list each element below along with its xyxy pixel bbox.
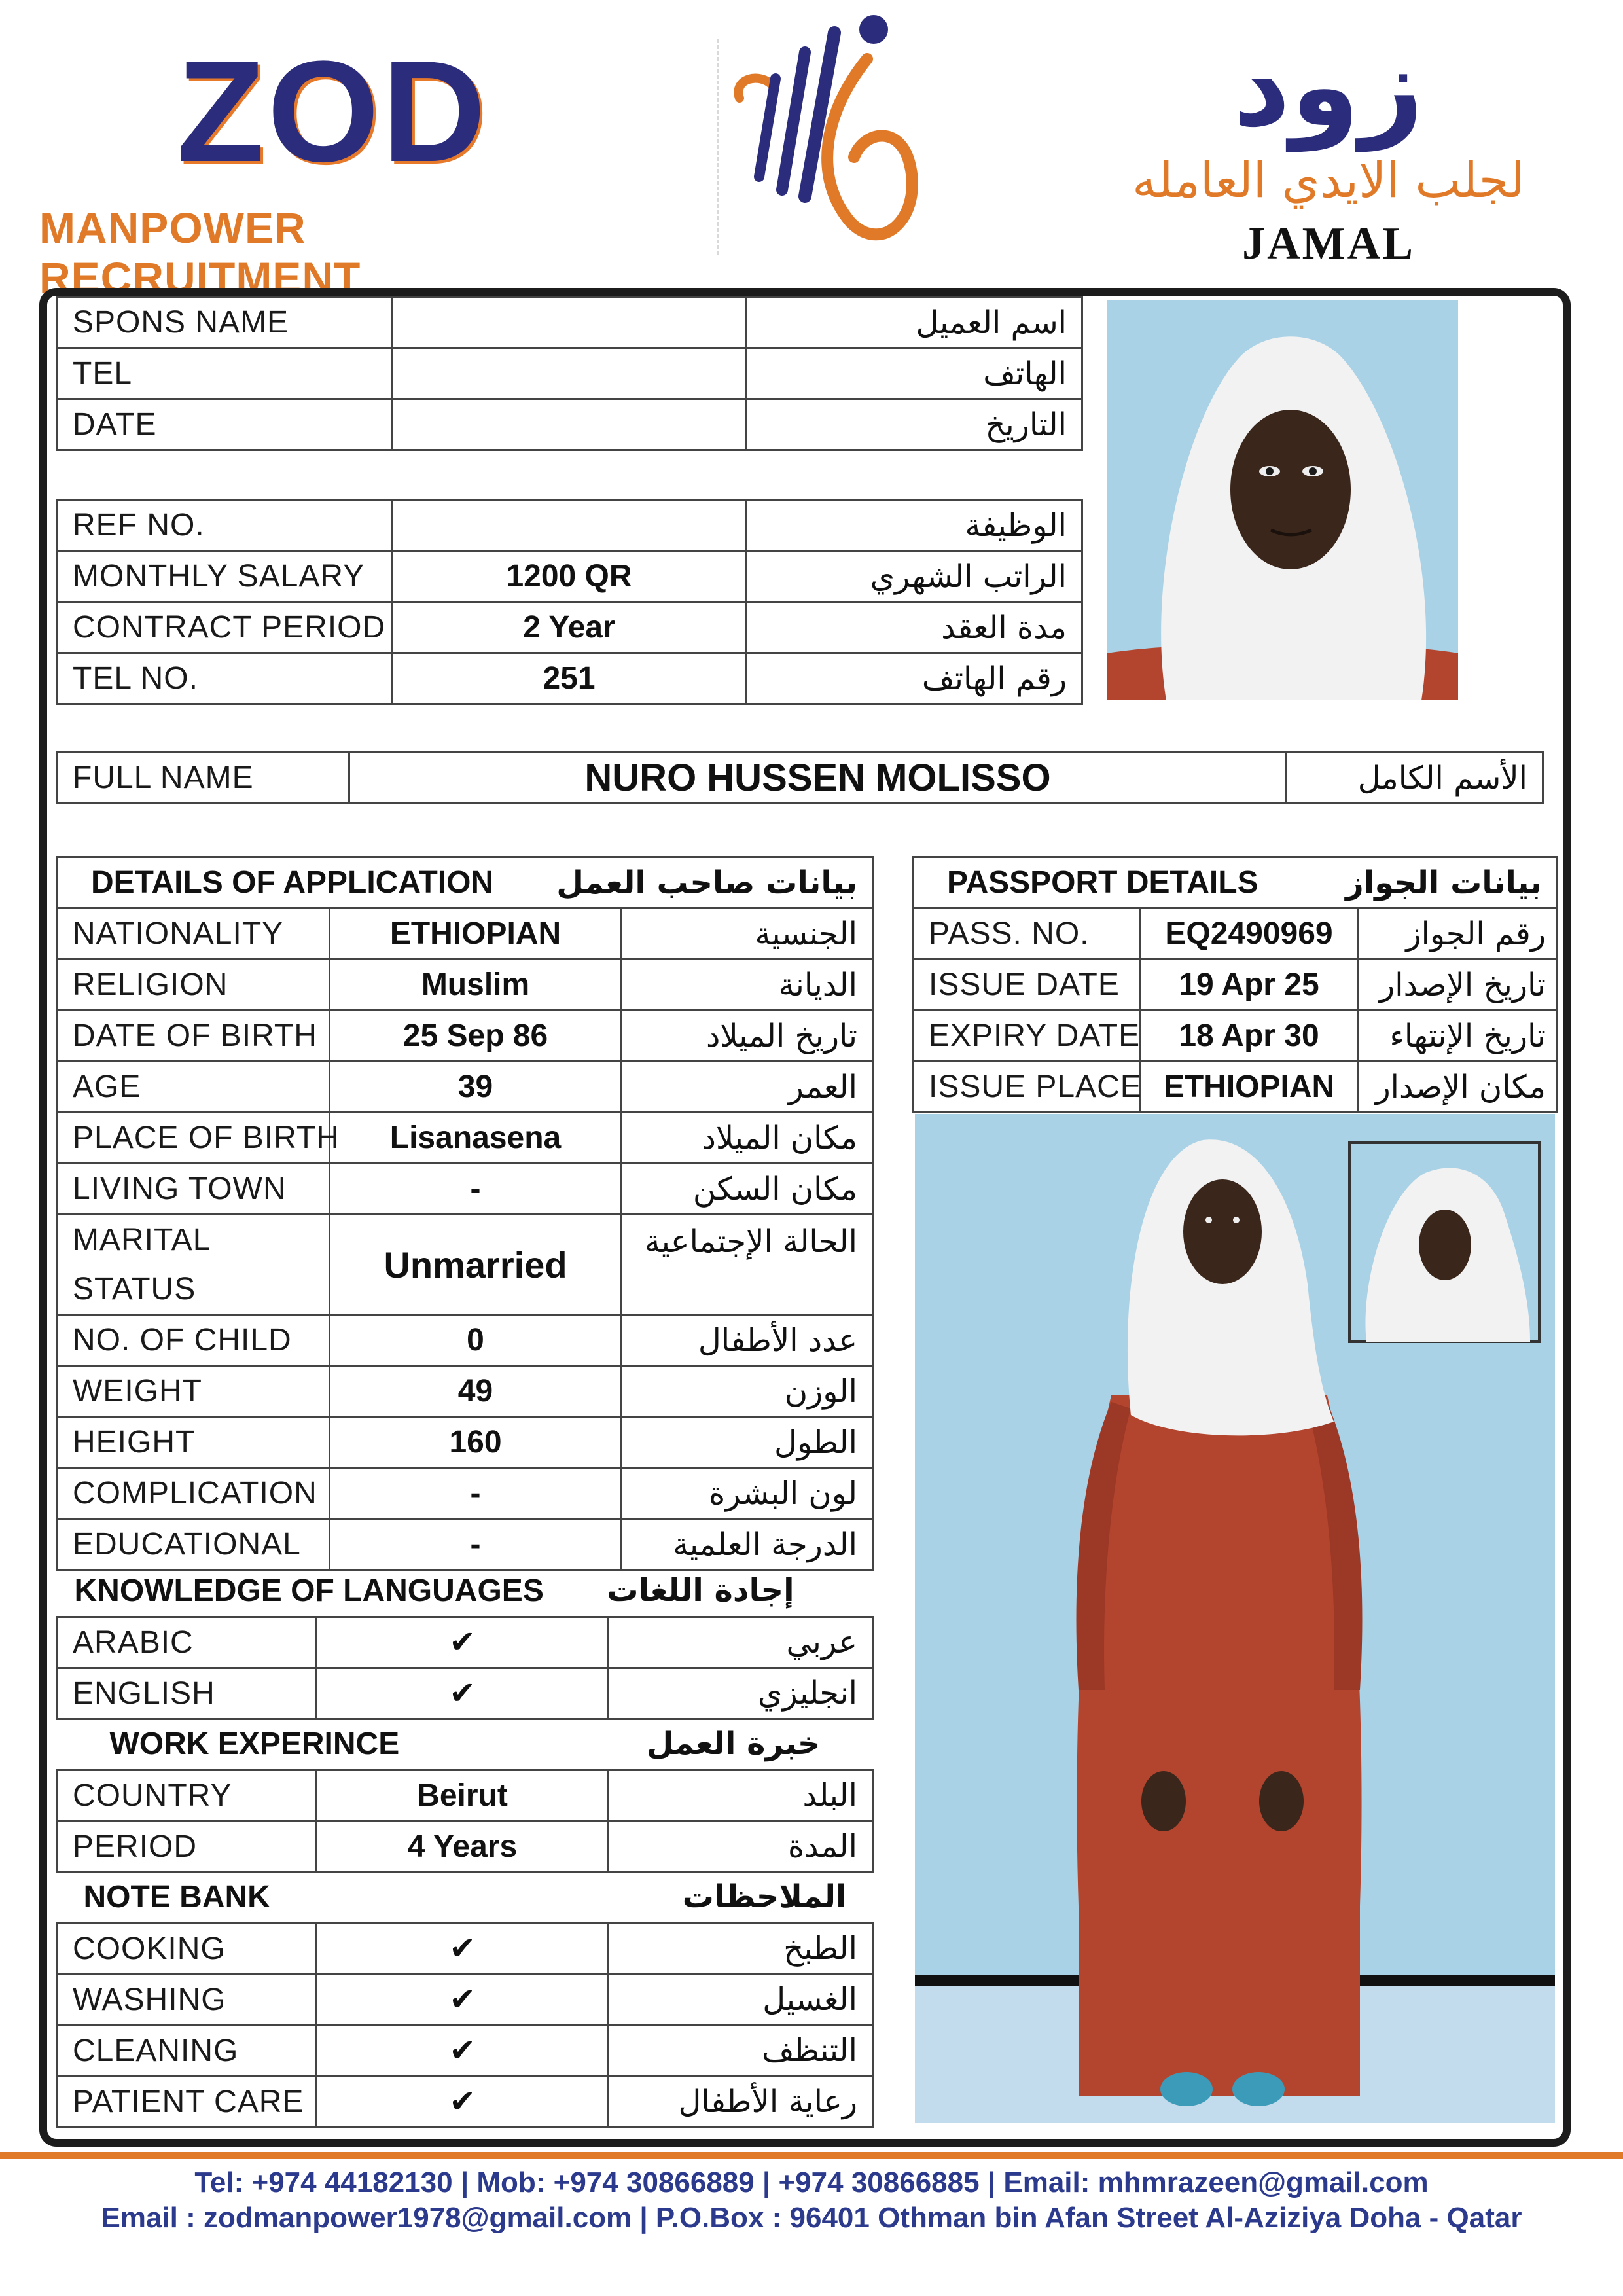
country-value: Beirut bbox=[317, 1770, 609, 1821]
brand-subtitle: MANPOWER RECRUITMENT bbox=[39, 204, 361, 302]
issue-place-value: ETHIOPIAN bbox=[1140, 1062, 1359, 1113]
ref-no-label-ar: الوظيفة bbox=[746, 500, 1082, 551]
height-label: HEIGHT bbox=[58, 1417, 330, 1468]
notes-title: NOTE BANK bbox=[83, 1879, 270, 1914]
english-label-ar: انجليزي bbox=[609, 1668, 873, 1719]
complication-label-ar: لون البشرة bbox=[622, 1468, 873, 1519]
brand-logo-icon bbox=[713, 7, 942, 268]
expiry-date-label: EXPIRY DATE bbox=[914, 1011, 1140, 1062]
height-value: 160 bbox=[330, 1417, 622, 1468]
full-name-table bbox=[56, 751, 1544, 804]
educational-label: EDUCATIONAL bbox=[58, 1519, 330, 1570]
table-row bbox=[58, 1113, 873, 1164]
table-row bbox=[58, 1770, 873, 1821]
table-row bbox=[58, 1923, 873, 1974]
age-label-ar: العمر bbox=[622, 1062, 873, 1113]
monthly-salary-label-ar: الراتب الشهري bbox=[746, 551, 1082, 602]
table-row bbox=[58, 857, 873, 908]
monthly-salary-label: MONTHLY SALARY bbox=[58, 551, 393, 602]
expiry-date-value: 18 Apr 30 bbox=[1140, 1011, 1359, 1062]
height-label-ar: الطول bbox=[622, 1417, 873, 1468]
marital-status-value: Unmarried bbox=[330, 1215, 622, 1315]
experience-table bbox=[56, 1719, 874, 1873]
table-row bbox=[58, 653, 1082, 704]
table-row bbox=[58, 1668, 873, 1719]
weight-label-ar: الوزن bbox=[622, 1366, 873, 1417]
period-label-ar: المدة bbox=[609, 1821, 873, 1872]
cleaning-check: ✔ bbox=[317, 2025, 609, 2076]
notes-table bbox=[56, 1872, 874, 2128]
patient-care-label-ar: رعاية الأطفال bbox=[609, 2076, 873, 2127]
brand-english bbox=[39, 31, 602, 302]
job-table bbox=[56, 499, 1083, 705]
table-row bbox=[58, 297, 1082, 348]
passport-no-label-ar: رقم الجواز bbox=[1359, 908, 1558, 960]
arabic-check: ✔ bbox=[317, 1617, 609, 1668]
expiry-date-label-ar: تاريخ الإنتهاء bbox=[1359, 1011, 1558, 1062]
notes-title-ar: الملاحظات bbox=[682, 1878, 847, 1916]
sponsor-tel-label-ar: الهاتف bbox=[746, 348, 1082, 399]
table-row bbox=[58, 1062, 873, 1113]
table-row bbox=[58, 1417, 873, 1468]
footer-contact-line: Tel: +974 44182130 | Mob: +974 30866889 | +974 30866885 | Email: mhmrazeen@gmail.com bbox=[194, 2166, 1429, 2198]
table-row bbox=[58, 960, 873, 1011]
ref-no-value bbox=[393, 500, 746, 551]
table-row bbox=[914, 908, 1558, 960]
languages-title-ar: إجادة اللغات bbox=[607, 1572, 794, 1609]
tel-no-value: 251 bbox=[393, 653, 746, 704]
washing-check: ✔ bbox=[317, 1974, 609, 2025]
tel-no-label: TEL NO. bbox=[58, 653, 393, 704]
children-label: NO. OF CHILD bbox=[58, 1315, 330, 1366]
application-table bbox=[56, 856, 874, 1571]
issue-place-label: ISSUE PLACE bbox=[914, 1062, 1140, 1113]
place-of-birth-label: PLACE OF BIRTH bbox=[58, 1113, 330, 1164]
passport-no-label: PASS. NO. bbox=[914, 908, 1140, 960]
period-value: 4 Years bbox=[317, 1821, 609, 1872]
sponsor-name-label: SPONS NAME bbox=[58, 297, 393, 348]
table-row bbox=[58, 908, 873, 960]
table-row bbox=[58, 1315, 873, 1366]
table-row bbox=[58, 753, 1543, 804]
table-row bbox=[58, 1617, 873, 1668]
full-name-label: FULL NAME bbox=[58, 753, 349, 804]
table-row bbox=[58, 348, 1082, 399]
table-row bbox=[58, 551, 1082, 602]
sponsor-date-label-ar: التاريخ bbox=[746, 399, 1082, 450]
arabic-label-ar: عربي bbox=[609, 1617, 873, 1668]
dob-value: 25 Sep 86 bbox=[330, 1011, 622, 1062]
tel-no-label-ar: رقم الهاتف bbox=[746, 653, 1082, 704]
table-row bbox=[58, 399, 1082, 450]
passport-title-ar: بيانات الجواز bbox=[1359, 857, 1558, 908]
table-row bbox=[58, 1519, 873, 1570]
ref-no-label: REF NO. bbox=[58, 500, 393, 551]
table-row bbox=[58, 1366, 873, 1417]
table-row bbox=[58, 1468, 873, 1519]
brand-arabic bbox=[1080, 22, 1577, 270]
table-row bbox=[914, 857, 1558, 908]
complication-value: - bbox=[330, 1468, 622, 1519]
nationality-label: NATIONALITY bbox=[58, 908, 330, 960]
table-row bbox=[58, 1872, 873, 1923]
table-row bbox=[914, 1062, 1558, 1113]
cleaning-label: CLEANING bbox=[58, 2025, 317, 2076]
table-row bbox=[58, 1719, 873, 1770]
issue-date-label-ar: تاريخ الإصدار bbox=[1359, 960, 1558, 1011]
educational-value: - bbox=[330, 1519, 622, 1570]
table-row bbox=[58, 2076, 873, 2127]
religion-value: Muslim bbox=[330, 960, 622, 1011]
marital-status-label-line2: STATUS bbox=[73, 1272, 196, 1306]
sponsor-name-label-ar: اسم العميل bbox=[746, 297, 1082, 348]
table-row bbox=[58, 1974, 873, 2025]
passport-title: PASSPORT DETAILS bbox=[914, 857, 1359, 908]
country-label: COUNTRY bbox=[58, 1770, 317, 1821]
place-of-birth-label-ar: مكان الميلاد bbox=[622, 1113, 873, 1164]
living-town-value: - bbox=[330, 1164, 622, 1215]
issue-place-label-ar: مكان الإصدار bbox=[1359, 1062, 1558, 1113]
cooking-label-ar: الطبخ bbox=[609, 1923, 873, 1974]
english-check: ✔ bbox=[317, 1668, 609, 1719]
passport-no-value: EQ2490969 bbox=[1140, 908, 1359, 960]
sponsor-tel-field[interactable] bbox=[393, 348, 746, 399]
table-row bbox=[58, 602, 1082, 653]
living-town-label-ar: مكان السكن bbox=[622, 1164, 873, 1215]
washing-label-ar: الغسيل bbox=[609, 1974, 873, 2025]
application-title: DETAILS OF APPLICATION bbox=[58, 857, 622, 908]
portrait-photo bbox=[1107, 300, 1458, 700]
full-name-label-ar: الأسم الكامل bbox=[1287, 753, 1543, 804]
nationality-label-ar: الجنسية bbox=[622, 908, 873, 960]
age-label: AGE bbox=[58, 1062, 330, 1113]
passport-table bbox=[912, 856, 1558, 1113]
country-label-ar: البلد bbox=[609, 1770, 873, 1821]
experience-title: WORK EXPERINCE bbox=[109, 1726, 400, 1761]
marital-status-label bbox=[58, 1215, 330, 1315]
contract-period-label-ar: مدة العقد bbox=[746, 602, 1082, 653]
patient-care-check: ✔ bbox=[317, 2076, 609, 2127]
weight-value: 49 bbox=[330, 1366, 622, 1417]
patient-care-label: PATIENT CARE bbox=[58, 2076, 317, 2127]
dob-label: DATE OF BIRTH bbox=[58, 1011, 330, 1062]
nationality-value: ETHIOPIAN bbox=[330, 908, 622, 960]
english-label: ENGLISH bbox=[58, 1668, 317, 1719]
cooking-check: ✔ bbox=[317, 1923, 609, 1974]
brand-arabic-name: زود bbox=[1233, 22, 1424, 152]
age-value: 39 bbox=[330, 1062, 622, 1113]
table-row bbox=[58, 1164, 873, 1215]
table-row bbox=[58, 1215, 873, 1315]
marital-status-label-ar: الحالة الإجتماعية bbox=[622, 1215, 873, 1315]
application-title-ar: بيانات صاحب العمل bbox=[622, 857, 873, 908]
sponsor-tel-label: TEL bbox=[58, 348, 393, 399]
full-name-value: NURO HUSSEN MOLISSO bbox=[349, 753, 1287, 804]
sponsor-name-field[interactable] bbox=[393, 297, 746, 348]
brand-arabic-tagline: لجلب الايدي العامله bbox=[1132, 152, 1525, 209]
brand-logo-text: ZOD bbox=[177, 31, 489, 192]
washing-label: WASHING bbox=[58, 1974, 317, 2025]
complication-label: COMPLICATION bbox=[58, 1468, 330, 1519]
weight-label: WEIGHT bbox=[58, 1366, 330, 1417]
religion-label: RELIGION bbox=[58, 960, 330, 1011]
footer-address-line: Email : zodmanpower1978@gmail.com | P.O.Box : 96401 Othman bin Afan Street Al-Aziziya Doha - Qatar bbox=[101, 2202, 1522, 2234]
monthly-salary-value: 1200 QR bbox=[393, 551, 746, 602]
languages-title: KNOWLEDGE OF LANGUAGES bbox=[74, 1573, 544, 1608]
sponsor-table bbox=[56, 296, 1083, 451]
table-row bbox=[58, 2025, 873, 2076]
experience-title-ar: خبرة العمل bbox=[646, 1725, 821, 1763]
children-value: 0 bbox=[330, 1315, 622, 1366]
table-row bbox=[58, 1566, 873, 1617]
table-row bbox=[58, 1011, 873, 1062]
cooking-label: COOKING bbox=[58, 1923, 317, 1974]
sponsor-date-field[interactable] bbox=[393, 399, 746, 450]
sponsor-date-label: DATE bbox=[58, 399, 393, 450]
children-label-ar: عدد الأطفال bbox=[622, 1315, 873, 1366]
full-body-photo bbox=[915, 1114, 1555, 2123]
living-town-label: LIVING TOWN bbox=[58, 1164, 330, 1215]
period-label: PERIOD bbox=[58, 1821, 317, 1872]
table-row bbox=[914, 960, 1558, 1011]
issue-date-value: 19 Apr 25 bbox=[1140, 960, 1359, 1011]
branch-name: JAMAL bbox=[1242, 219, 1415, 269]
table-row bbox=[914, 1011, 1558, 1062]
table-row bbox=[58, 1821, 873, 1872]
table-row bbox=[58, 500, 1082, 551]
marital-status-label-line1: MARITAL bbox=[73, 1223, 211, 1257]
languages-table bbox=[56, 1566, 874, 1720]
educational-label-ar: الدرجة العلمية bbox=[622, 1519, 873, 1570]
cleaning-label-ar: التنظف bbox=[609, 2025, 873, 2076]
contract-period-label: CONTRACT PERIOD bbox=[58, 602, 393, 653]
dob-label-ar: تاريخ الميلاد bbox=[622, 1011, 873, 1062]
contract-period-value: 2 Year bbox=[393, 602, 746, 653]
religion-label-ar: الديانة bbox=[622, 960, 873, 1011]
place-of-birth-value: Lisanasena bbox=[330, 1113, 622, 1164]
footer-divider bbox=[0, 2152, 1623, 2159]
issue-date-label: ISSUE DATE bbox=[914, 960, 1140, 1011]
arabic-label: ARABIC bbox=[58, 1617, 317, 1668]
